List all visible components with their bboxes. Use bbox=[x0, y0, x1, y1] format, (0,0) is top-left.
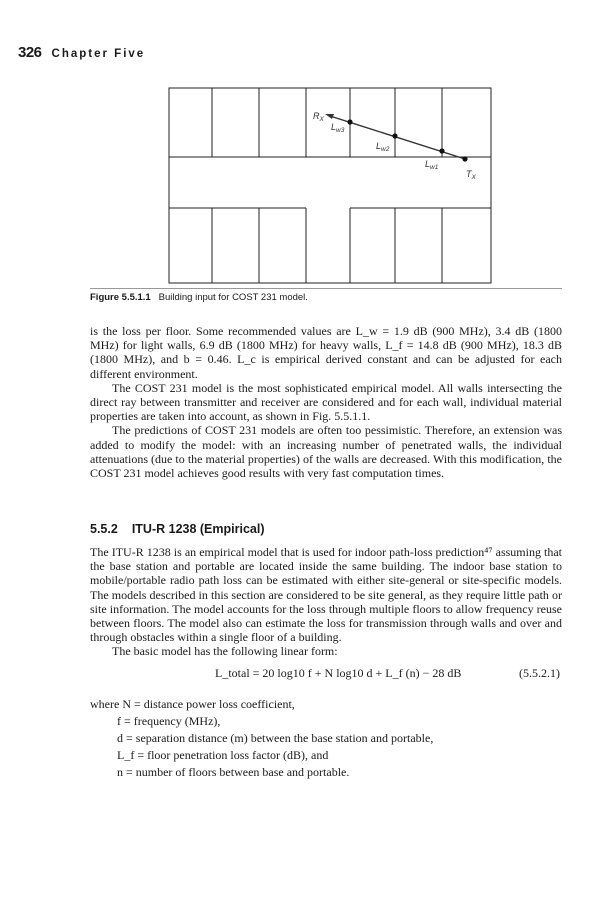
wall-point-w1 bbox=[439, 148, 444, 153]
wall-point-w3 bbox=[347, 119, 352, 124]
caption-label: Figure 5.5.1.1 bbox=[90, 292, 151, 303]
paragraph-3: The predictions of COST 231 models are often too pessimistic. Therefore, an extension was added to modify the model: with an increasing number of penetrated walls, the individual attenuations (due to the material properties) of the walls are decreased. With this modification, the COST 231 model achieves good results with very fast computation times. bbox=[90, 423, 562, 481]
paragraph-4: The ITU-R 1238 is an empirical model that is used for indoor path-loss prediction⁴⁷ assuming that the base station and portable are located inside the same building. The indoor base station to mobile/portable radio path loss can be estimated with either site-general or site-specific models. The models described in this section are considered to be site general, as they require little path or site information. The model accounts for the loss through multiple floors to allow frequency reuse between floors. The model also can estimate the loss for transmission through walls and over and through obstacles within a single floor of a building. bbox=[90, 545, 562, 645]
w1-label: $L_{w1}$ bbox=[425, 159, 439, 171]
def-d: d = separation distance (m) between the base station and portable, bbox=[117, 731, 434, 745]
paragraph-2: The COST 231 model is the most sophisticated empirical model. All walls intersecting the direct ray between transmitter and receiver are considered and for each wall, individual material properties are taken into account, as shown in Fig. 5.5.1.1. bbox=[90, 380, 562, 424]
paragraph-1: is the loss per floor. Some recommended values are L_w = 1.9 dB (900 MHz), 3.4 dB (1800 MHz) for light walls, 6.9 dB (1800 MHz) for heavy walls, L_f = 14.8 dB (900 MHz), 18.3 dB (1800 MHz), and b = 0.46. L_c is empirical derived constant and can be adjusted for each different environment. bbox=[90, 324, 562, 381]
def-f: f = frequency (MHz), bbox=[117, 714, 221, 728]
def-n: n = number of floors between base and portable. bbox=[117, 765, 350, 779]
section-number: 5.5.2 bbox=[90, 522, 118, 536]
tx-point bbox=[462, 156, 467, 161]
paragraph-5: The basic model has the following linear form: bbox=[112, 644, 338, 659]
section-title: ITU-R 1238 (Empirical) bbox=[131, 522, 265, 536]
equation-number: (5.5.2.1) bbox=[519, 666, 560, 680]
section-heading bbox=[90, 522, 265, 536]
variable-definitions bbox=[90, 696, 433, 781]
w2-label: $L_{w2}$ bbox=[376, 141, 390, 153]
ray-arrowhead bbox=[325, 114, 334, 119]
tx-label: $T_X$ bbox=[466, 169, 476, 181]
body-text-1 bbox=[90, 324, 562, 480]
def-lf: L_f = floor penetration loss factor (dB), and bbox=[117, 748, 329, 762]
figure-caption bbox=[90, 288, 562, 303]
where-lead: where N = distance power loss coefficient, bbox=[90, 697, 295, 711]
page-number: 326 bbox=[18, 44, 42, 61]
body-text-2 bbox=[90, 545, 562, 659]
wall-point-w2 bbox=[392, 133, 397, 138]
rx-label: $R_X$ bbox=[313, 111, 324, 123]
caption-text: Building input for COST 231 model. bbox=[158, 292, 308, 303]
building-figure bbox=[0, 0, 613, 300]
equation: L_total = 20 log10 f + N log10 d + L_f (n) − 28 dB bbox=[215, 666, 462, 680]
w3-label: $L_{w3}$ bbox=[331, 122, 345, 134]
chapter-title: Chapter Five bbox=[51, 48, 146, 60]
